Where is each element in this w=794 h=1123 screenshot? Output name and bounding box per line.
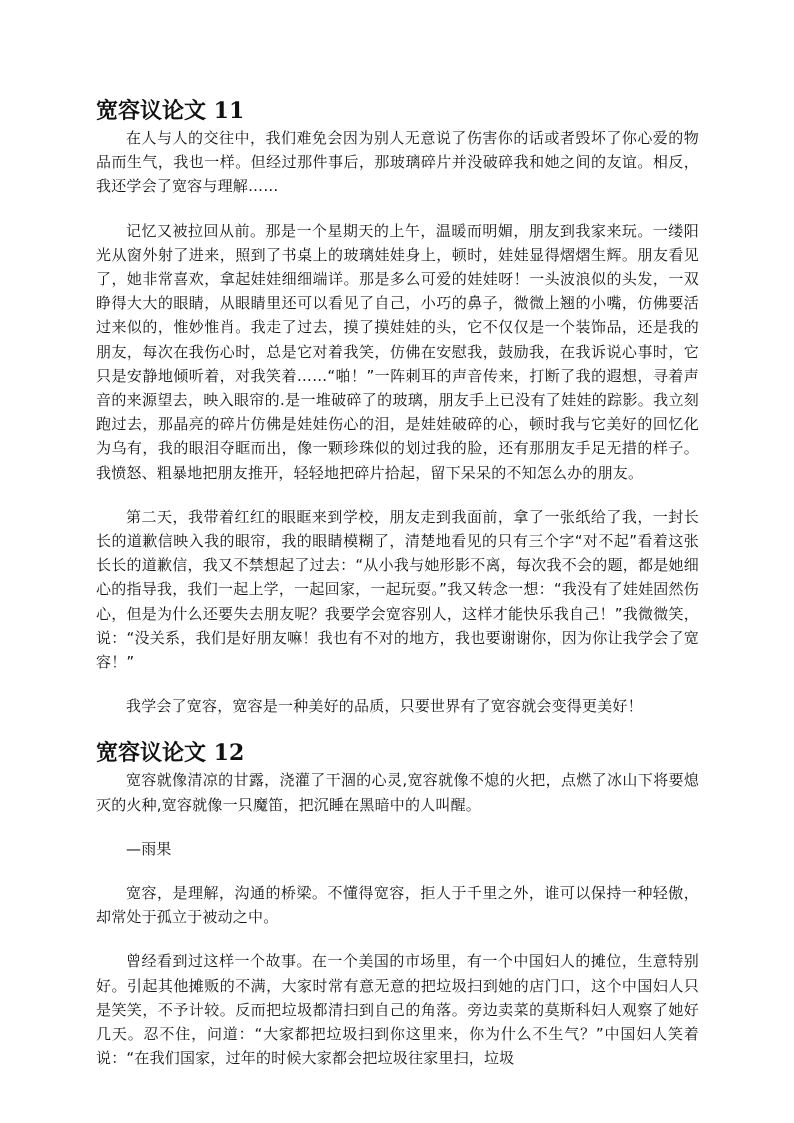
paragraph: 第二天，我带着红红的眼眶来到学校，朋友走到我面前，拿了一张纸给了我，一封长长的道歉信映入我的眼帘，我的眼睛模糊了，清楚地看见的只有三个字“对不起”看着这张长长的道歉信，我又不禁想起了过去：“从小我与她形影不离，每次我不会的题，都是她细心的指导我，我们一起上学，一起回家，一起玩耍。”我又转念一想：“我没有了娃娃固然伤心，但是为什么还要失去朋友呢？我要学会宽容别人，这样才能快乐我自己！”我微微笑，说：“没关系，我们是好朋友嘛！我也有不对的地方，我也要谢谢你，因为你让我学会了宽容！”: [96, 507, 699, 672]
paragraph: 宽容，是理解，沟通的桥梁。不懂得宽容，拒人于千里之外，谁可以保持一种轻傲，却常处于孤立于被动之中。: [96, 884, 699, 927]
section-title: 宽容议论文 11: [96, 98, 245, 124]
paragraph: 曾经看到过这样一个故事。在一个美国的市场里，有一个中国妇人的摊位，生意特别好。引起其他摊贩的不满，大家时常有意无意的把垃圾扫到她的店门口，这个中国妇人只是笑笑，不予计较。反而把垃圾都清扫到自己的角落。旁边卖菜的莫斯科妇人观察了她好几天。忍不住，问道：“大家都把垃圾扫到你这里来，你为什么不生气？”中国妇人笑着说：“在我们国家，过年的时候大家都会把垃圾往家里扫，垃圾: [96, 952, 699, 1068]
paragraph: 我学会了宽容，宽容是一种美好的品质，只要世界有了宽容就会变得更美好！: [126, 697, 643, 716]
document-page: [96, 96, 699, 1091]
quote-attribution: —雨果: [126, 839, 172, 858]
paragraph: 宽容就像清凉的甘露，浇灌了干涸的心灵,宽容就像不熄的火把，点燃了冰山下将要熄灭的火种,宽容就像一只魔笛，把沉睡在黑暗中的人叫醒。: [96, 771, 699, 814]
paragraph: 在人与人的交往中，我们难免会因为别人无意说了伤害你的话或者毁坏了你心爱的物品而生气，我也一样。但经过那件事后，那玻璃碎片并没破碎我和她之间的友谊。相反，我还学会了宽容与理解……: [96, 129, 699, 196]
paragraph: 记忆又被拉回从前。那是一个星期天的上午，温暖而明媚，朋友到我家来玩。一缕阳光从窗外射了进来，照到了书桌上的玻璃娃娃身上，顿时，娃娃显得熠熠生辉。朋友看见了，她非常喜欢，拿起娃娃细细端详。那是多么可爱的娃娃呀！一头波浪似的头发，一双睁得大大的眼睛，从眼睛里还可以看见了自己，小巧的鼻子，微微上翘的小嘴，仿佛要活过来似的，惟妙惟肖。我走了过去，摸了摸娃娃的头，它不仅仅是一个装饰品，还是我的朋友，每次在我伤心时，总是它对着我笑，仿佛在安慰我，鼓励我，在我诉说心事时，它只是安静地倾听着，对我笑着……“啪！”一阵刺耳的声音传来，打断了我的遐想，寻着声音的来源望去，映入眼帘的.是一堆破碎了的玻璃，朋友手上已没有了娃娃的踪影。我立刻跑过去，那晶亮的碎片仿佛是娃娃伤心的泪，是娃娃破碎的心，顿时我与它美好的回忆化为乌有，我的眼泪夺眶而出，像一颗珍珠似的划过我的脸，还有那朋友手足无措的样子。我愤怒、粗暴地把朋友推开，轻轻地把碎片拾起，留下呆呆的不知怎么办的朋友。: [96, 221, 699, 482]
section-title: 宽容议论文 12: [96, 740, 245, 767]
